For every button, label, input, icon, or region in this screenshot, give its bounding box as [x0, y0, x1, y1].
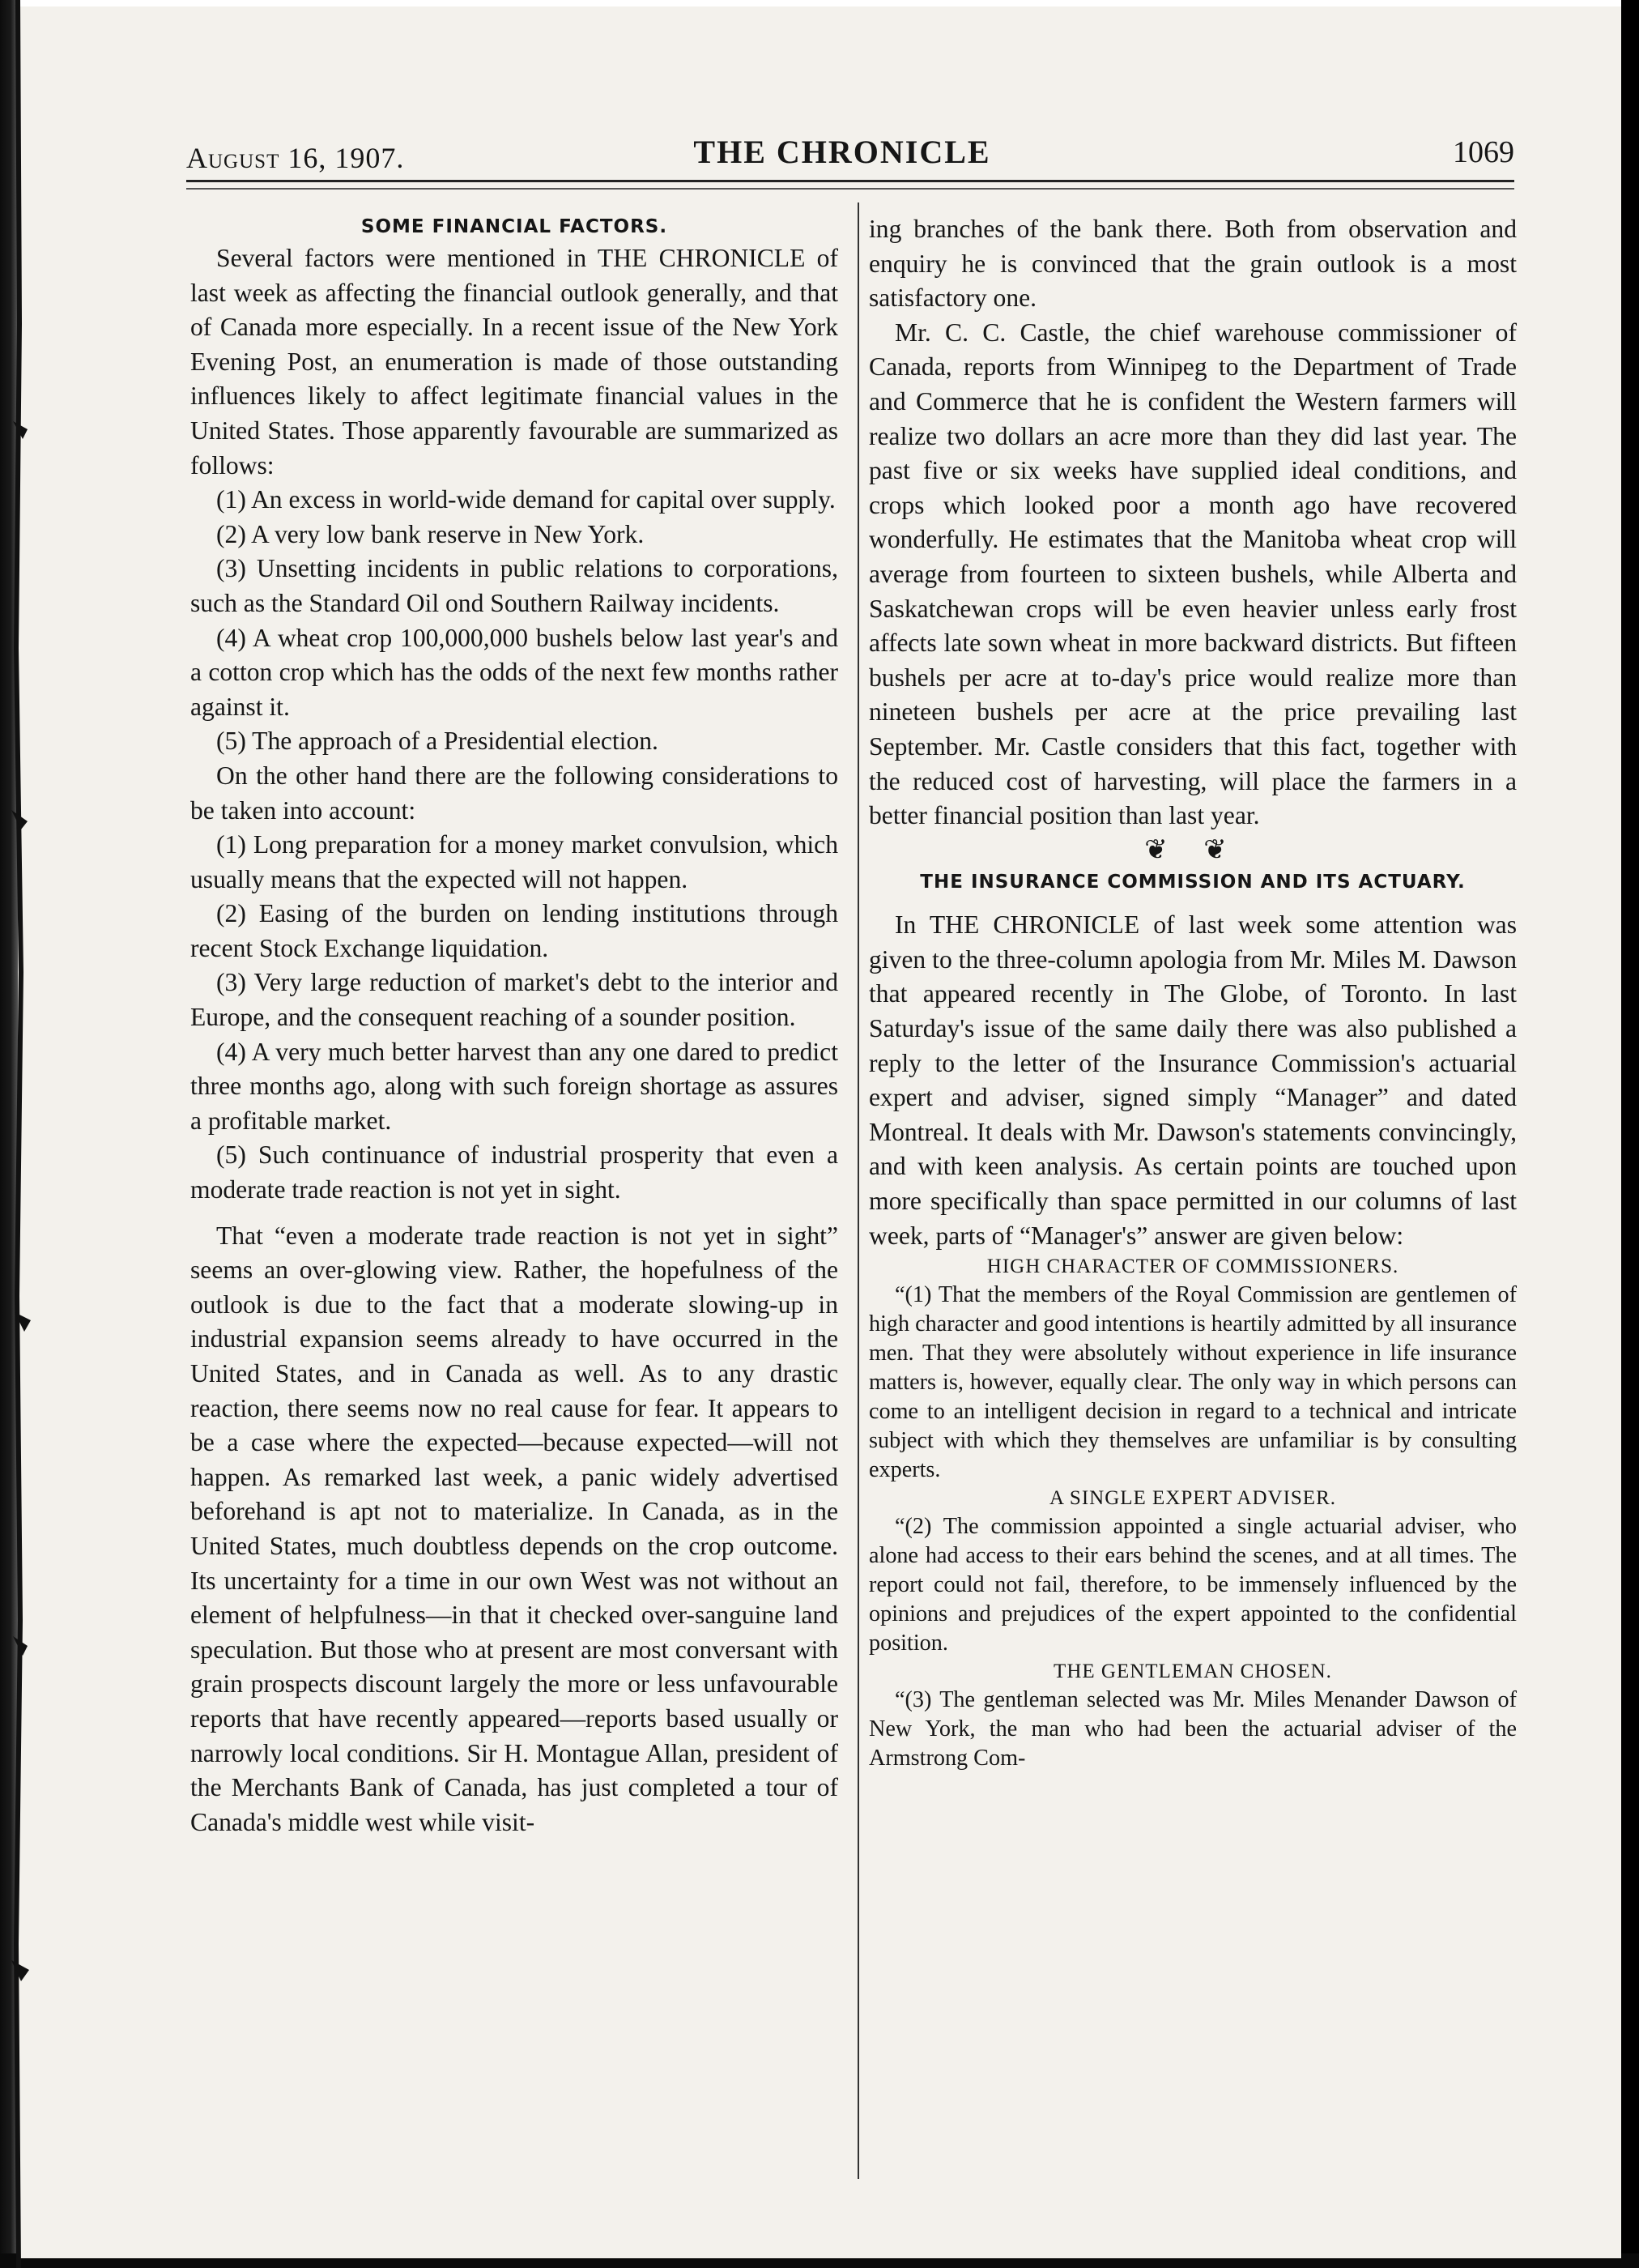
quoted-paragraph: “(2) The commission appointed a single actuarial adviser, who alone had access to their ears behind the scenes, and at all times. The report could not fail, therefore, to be immensely influenced by the opinions and prejudices of the expert appointed to the confidential position. — [869, 1514, 1517, 1656]
paragraph: That “even a moderate trade reaction is not yet in sight” seems an over-glowing view. Rather, the hopefulness of the outlook is due to the fact that a moderate slowing-up in industrial expansion seems already to have occurred in the United States, and in Canada as well. As to any drastic reaction, there seems now no real cause for fear. It appears to be a case where the expected—because expected—will not happen. As remarked last week, a panic widely advertised beforehand is apt not to materialize. In Canada, as in the United States, much doubtless depends on the crop outcome. Its uncertainty for a time in our own West was not without an element of helpfulness—in that it checked over-sanguine land speculation. But those who at present are most conversant with grain prospects discount largely the more or less unfavourable reports that have recently appeared—reports based usually or narrowly local conditions. Sir H. Montague Allan, president of the Merchants Bank of Canada, has just completed a tour of Canada's middle west while visit- — [190, 1221, 838, 1836]
paragraph: On the other hand there are the following considerations to be taken into account: — [190, 761, 838, 825]
paragraph: Several factors were mentioned in THE CHRONICLE of last week as affecting the financial outlook generally, and that of Canada more especially. In a recent issue of the New York Evening Post, an enumeration is made of those outstanding influences likely to affect legitimate financial values in the United States. Those apparently favourable are summarized as follows: — [190, 244, 838, 480]
section-ornament: ❦ ❦ — [1144, 834, 1241, 865]
publication-title: THE CHRONICLE — [693, 134, 991, 170]
list-item-consideration-3: (3) Very large reduction of market's debt to the interior and Europe, and the consequent reaching of a sounder position. — [190, 968, 838, 1032]
page-number: 1069 — [1453, 135, 1514, 169]
paragraph: In THE CHRONICLE of last week some attention was given to the three-column apologia from Mr. Miles M. Dawson that appeared recently in The Globe, of Toronto. In last Saturday's issue of the same daily there was also published a reply to the letter of the Insurance Commission's actuarial expert and adviser, signed simply “Manager” and dated Montreal. It deals with Mr. Dawson's statements convincingly, and with keen analysis. As certain points are touched upon more specifically than space permitted in our columns of last week, parts of “Manager's” answer are given below: — [869, 910, 1517, 1250]
header-rule — [186, 180, 1514, 182]
list-item-consideration-5: (5) Such continuance of industrial prosperity that even a moderate trade reaction is not yet in sight. — [190, 1140, 838, 1204]
list-item-consideration-1: (1) Long preparation for a money market convulsion, which usually means that the expected will not happen. — [190, 830, 838, 893]
list-item-favourable-5: (5) The approach of a Presidential election. — [216, 727, 658, 756]
list-item-favourable-4: (4) A wheat crop 100,000,000 bushels below last year's and a cotton crop which has the odds of the next few months rather against it. — [190, 623, 838, 721]
quoted-paragraph: “(3) The gentleman selected was Mr. Miles Menander Dawson of New York, the man who had been the actuarial adviser of the Armstrong Com- — [869, 1687, 1517, 1771]
subheading: A SINGLE EXPERT ADVISER. — [1049, 1487, 1336, 1510]
list-item-consideration-4: (4) A very much better harvest than any one dared to predict three months ago, along with such foreign shortage as assures a profitable market. — [190, 1037, 838, 1135]
right-column — [869, 212, 1517, 1773]
subheading: THE GENTLEMAN CHOSEN. — [1054, 1660, 1332, 1683]
article-title-insurance-commission: THE INSURANCE COMMISSION AND ITS ACTUARY. — [920, 872, 1466, 893]
paragraph: Mr. C. C. Castle, the chief warehouse commissioner of Canada, reports from Winnipeg to the Department of Trade and Commerce that he is confident the Western farmers will realize two dollars an acre more than they did last year. The past five or six weeks have supplied ideal conditions, and crops which looked poor a month ago have recovered wonderfully. He estimates that the Manitoba wheat crop will average from fourteen to sixteen bushels, while Alberta and Saskatchewan crops will be even heavier unless early frost affects late sown wheat in more backward districts. But fifteen bushels per acre at to-day's price would realize more than nineteen bushels per acre at the price prevailing last September. Mr. Castle considers that this fact, together with the reduced cost of harvesting, will place the farmers in a better financial position than last year. — [869, 318, 1517, 830]
list-item-favourable-1: (1) An excess in world-wide demand for capital over supply. — [216, 485, 836, 514]
page-header — [170, 122, 1514, 178]
issue-date: August 16, 1907. — [186, 142, 405, 174]
left-column — [190, 212, 838, 1840]
list-item-favourable-2: (2) A very low bank reserve in New York. — [216, 519, 645, 548]
paragraph-continued: ing branches of the bank there. Both from observation and enquiry he is convinced that the grain outlook is a most satisfactory one. — [869, 215, 1517, 313]
column-divider — [858, 202, 859, 2179]
article-title-financial-factors: SOME FINANCIAL FACTORS. — [360, 216, 668, 237]
scan-right-edge — [1621, 0, 1639, 2268]
binding-strings — [5, 0, 37, 2268]
header-rule-thin — [186, 188, 1514, 190]
list-item-favourable-3: (3) Unsetting incidents in public relations to corporations, such as the Standard Oil ond Southern Railway incidents. — [190, 554, 838, 617]
list-item-consideration-2: (2) Easing of the burden on lending institutions through recent Stock Exchange liquidation. — [190, 899, 838, 962]
subheading: HIGH CHARACTER OF COMMISSIONERS. — [986, 1256, 1399, 1278]
quoted-paragraph: “(1) That the members of the Royal Commission are gentlemen of high character and good intentions is heartily admitted by all insurance men. That they were absolutely without experience in life insurance matters is, however, equally clear. The only way in which persons can come to an intelligent decision in regard to a technical and intricate subject with which they themselves are unfamiliar is by consulting experts. — [869, 1282, 1517, 1483]
